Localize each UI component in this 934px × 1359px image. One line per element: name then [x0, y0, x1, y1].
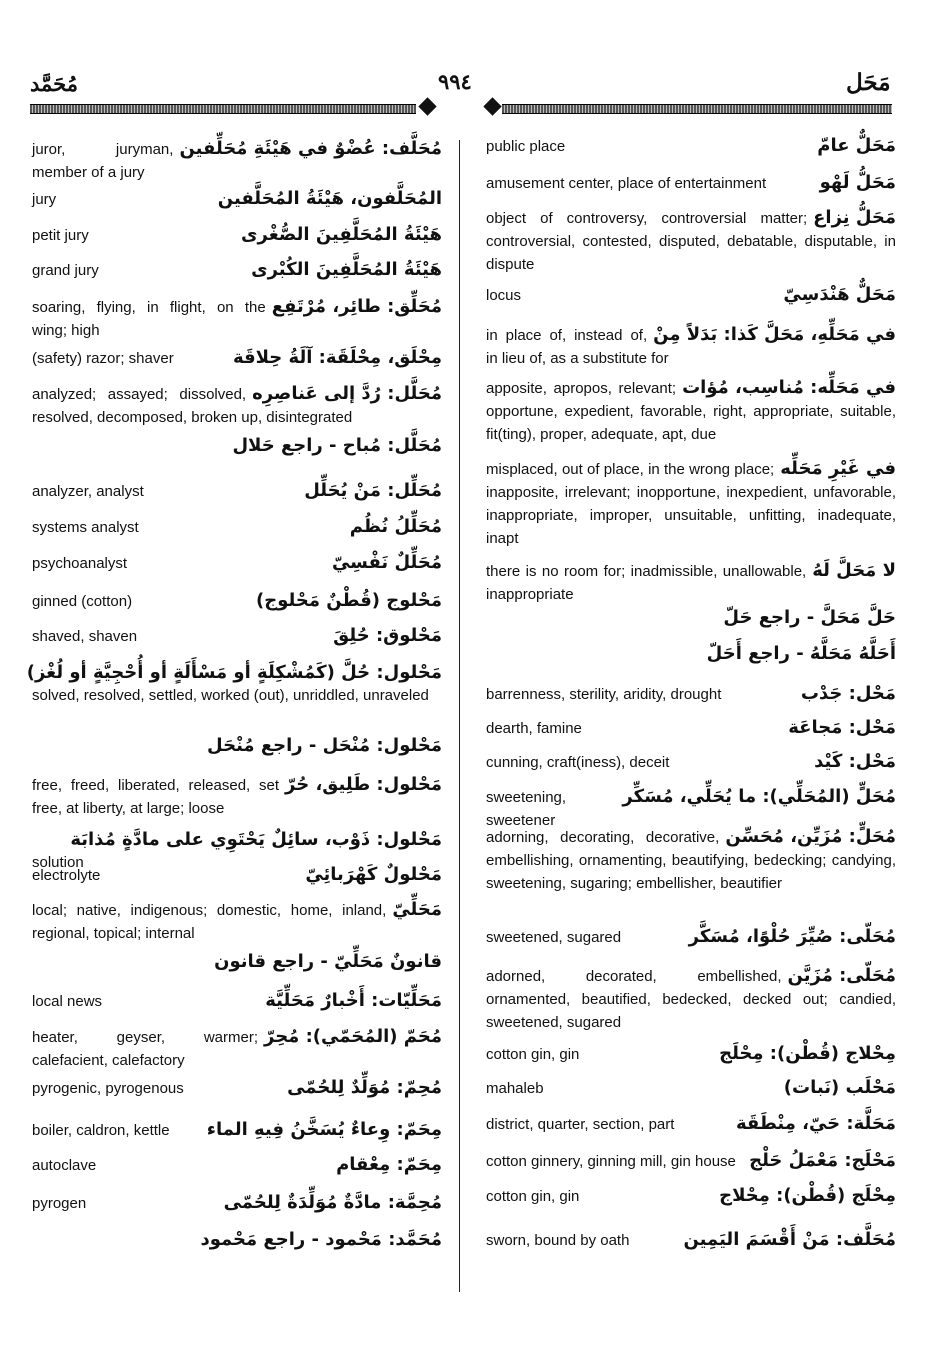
arabic-headword: مُحَلَّل: رُدَّ إلى عَناصِرِه	[252, 383, 442, 404]
english-definition: local; native, indigenous; domestic, home, inland, regional, topical; internal	[32, 902, 387, 942]
dictionary-entry	[32, 864, 442, 887]
english-definition: petit jury	[32, 227, 89, 244]
dictionary-entry	[486, 560, 896, 606]
arabic-headword: مَحْلول: مُنْحَل - راجع مُنْحَل	[207, 735, 442, 756]
arabic-headword: مَحَلٌّ عامّ	[817, 135, 896, 156]
english-definition: pyrogen	[32, 1195, 87, 1212]
arabic-headword: في مَحَلِّه: مُناسِب، مُؤات	[682, 377, 896, 398]
english-definition: free, freed, liberated, released, set free, at liberty, at large; loose	[32, 777, 280, 817]
arabic-headword: مُحَلّى: صُيِّرَ حُلْوًا، مُسَكَّر	[688, 926, 896, 947]
english-definition: juror, juryman, member of a jury	[32, 141, 174, 181]
arabic-headword: مَحَلٌّ هَنْدَسِيّ	[783, 284, 896, 305]
arabic-headword: أَحَلَّهُ مَحَلَّهُ - راجع أَحَلّ	[706, 643, 896, 664]
dictionary-entry	[32, 1154, 442, 1177]
dictionary-entry	[32, 516, 442, 539]
english-definition: there is no room for; inadmissible, unallowable, inappropriate	[486, 563, 807, 603]
english-definition: dearth, famine	[486, 720, 582, 737]
header-rule-right	[502, 104, 892, 114]
english-definition: amusement center, place of entertainment	[486, 175, 767, 192]
english-definition: mahaleb	[486, 1080, 544, 1097]
arabic-headword: حَلَّ مَحَلَّ - راجع حَلّ	[723, 607, 896, 628]
guide-word-right: مَحَل	[846, 70, 891, 95]
english-definition: jury	[32, 191, 57, 208]
dictionary-entry	[32, 1192, 442, 1215]
english-definition: locus	[486, 287, 522, 304]
dictionary-entry	[32, 1229, 442, 1251]
arabic-headword: مَحْلول: حُلَّ (كَمُشْكِلَةٍ أو مَسْأَلَةٍ أو أُحْجِيَّةٍ أو لُغْز)	[26, 662, 442, 683]
english-definition: psychoanalyst	[32, 555, 128, 572]
dictionary-entry	[486, 1150, 896, 1173]
guide-word-left: مُحَمَّد	[30, 72, 78, 96]
arabic-headword: مُحَمّ (المُحَمّي): مُحِرّ	[264, 1026, 442, 1047]
arabic-headword: مُحَلٍّ: مُزَيِّن، مُحَسِّن	[725, 826, 896, 847]
english-definition: autoclave	[32, 1157, 97, 1174]
arabic-headword: هَيْئَةُ المُحَلَّفِينَ الكُبْرى	[251, 259, 442, 280]
dictionary-entry	[32, 1119, 442, 1142]
arabic-headword: مُحَمَّد: مَحْمود - راجع مَحْمود	[200, 1229, 442, 1250]
dictionary-entry	[486, 683, 896, 706]
dictionary-entry	[32, 1026, 442, 1072]
english-definition: shaved, shaven	[32, 628, 138, 645]
arabic-headword: مِحْلَق، مِحْلَقَة: آلَةُ حِلاقَة	[232, 347, 442, 368]
dictionary-entry	[486, 607, 896, 629]
dictionary-entry	[32, 188, 442, 211]
dictionary-entry	[486, 751, 896, 774]
english-definition: sweetened, sugared	[486, 929, 622, 946]
arabic-headword: مِحَمّ: مِعْقام	[336, 1154, 442, 1175]
column-divider	[459, 140, 460, 1292]
dictionary-entry	[486, 377, 896, 446]
dictionary-entry	[32, 1077, 442, 1100]
english-definition: pyrogenic, pyrogenous	[32, 1080, 184, 1097]
arabic-headword: المُحَلَّفون، هَيْئَةُ المُحَلَّفين	[217, 188, 442, 209]
dictionary-entry	[32, 625, 442, 648]
arabic-headword: مُحِمّ: مُوَلِّدٌ لِلحُمّى	[287, 1077, 442, 1098]
arabic-headword: مِحْلَج (قُطْن): مِحْلاج	[719, 1185, 896, 1206]
dictionary-entry	[486, 926, 896, 949]
arabic-headword: مُحَلَّف: مَنْ أَقْسَمَ اليَمِين	[683, 1229, 896, 1250]
dictionary-entry	[32, 480, 442, 503]
arabic-headword: مَحَلِّيّات: أَخْبارٌ مَحَلِّيَّة	[265, 990, 442, 1011]
dictionary-entry	[32, 774, 442, 820]
english-definition: soaring, flying, in flight, on the wing; high	[32, 299, 266, 339]
arabic-headword: مَحْل: جَدْب	[800, 683, 896, 704]
page-number: ٩٩٤	[438, 70, 472, 94]
english-definition: cotton gin, gin	[486, 1046, 580, 1063]
english-definition: (safety) razor; shaver	[32, 350, 174, 367]
dictionary-entry	[32, 951, 442, 973]
dictionary-entry	[486, 1185, 896, 1208]
dictionary-entry	[32, 899, 442, 945]
arabic-headword: مِحْلاج (قُطْن): مِحْلَج	[719, 1043, 896, 1064]
arabic-headword: مَحَلَّة: حَيّ، مِنْطَقَة	[735, 1113, 896, 1134]
dictionary-entry	[486, 965, 896, 1034]
english-definition: barrenness, sterility, aridity, drought	[486, 686, 722, 703]
arabic-headword: مَحْل: كَيْد	[814, 751, 896, 772]
arabic-headword: مُحَلٍّ (المُحَلِّي): ما يُحَلِّي، مُسَكِّر	[622, 786, 896, 807]
dictionary-entry	[486, 172, 896, 195]
english-definition: in place of, instead of, in lieu of, as a substitute for	[486, 327, 669, 367]
arabic-headword: قانونٌ مَحَلِّيّ - راجع قانون	[214, 951, 442, 972]
dictionary-entry	[486, 826, 896, 895]
arabic-headword: مَحْلوق: حُلِقَ	[333, 625, 442, 646]
english-definition: adorning, decorating, decorative, embellishing, ornamenting, beautifying, bedecking; candying, sweetening, sugaring; embellisher, beautifier	[486, 829, 896, 892]
dictionary-entry	[32, 138, 442, 184]
dictionary-entry	[32, 383, 442, 429]
dictionary-entry	[486, 1077, 896, 1100]
dictionary-entry	[486, 1043, 896, 1066]
arabic-headword: مُحَلِّق: طائِر، مُرْتَفِع	[271, 296, 442, 317]
dictionary-entry	[32, 590, 442, 613]
english-definition: misplaced, out of place, in the wrong place; inapposite, irrelevant; inopportune, inexpedient, unfavorable, inappropriate, improper, unsuitable, unfitting, inadequate, inapt	[486, 461, 896, 547]
arabic-headword: مَحْلَب (نَبات)	[783, 1077, 896, 1098]
arabic-headword: مَحْلوج (قُطْنٌ مَحْلوج)	[256, 590, 442, 611]
arabic-headword: مُحَلَّل: مُباح - راجع حَلال	[232, 435, 442, 456]
arabic-headword: مُحَلّى: مُزَيَّن	[787, 965, 896, 986]
english-definition: solved, resolved, settled, worked (out), unriddled, unraveled	[32, 687, 429, 704]
dictionary-entry	[486, 284, 896, 307]
arabic-headword: مَحْلول: ذَوْب، سائِلٌ يَحْتَوِي على مادَّةٍ مُذابَة	[70, 829, 442, 850]
arabic-headword: مَحَلُّ لَهْو	[819, 172, 896, 193]
english-definition: cotton gin, gin	[486, 1188, 580, 1205]
header-rule-left	[30, 104, 416, 114]
arabic-headword: مُحَلِّل: مَنْ يُحَلِّل	[304, 480, 442, 501]
english-definition: electrolyte	[32, 867, 101, 884]
arabic-headword: مَحَلِّيّ	[392, 899, 442, 920]
arabic-headword: مُحَلَّف: عُضْوٌ في هَيْئَةِ مُحَلِّفين	[179, 138, 442, 159]
english-definition: cotton ginnery, ginning mill, gin house	[486, 1153, 736, 1170]
arabic-headword: مَحَلُّ نِزاع	[813, 207, 896, 228]
diamond-ornament-left	[418, 97, 436, 115]
english-definition: boiler, caldron, kettle	[32, 1122, 170, 1139]
dictionary-entry	[32, 552, 442, 575]
arabic-headword: مَحْل: مَجاعَة	[788, 717, 896, 738]
arabic-headword: لا مَحَلَّ لَهُ	[812, 560, 896, 581]
dictionary-entry	[32, 224, 442, 247]
arabic-headword: هَيْئَةُ المُحَلَّفِينَ الصُّغْرى	[241, 224, 442, 245]
arabic-headword: مِحَمّ: وِعاءٌ يُسَخَّنُ فِيهِ الماء	[206, 1119, 442, 1140]
english-definition: heater, geyser, warmer; calefacient, calefactory	[32, 1029, 259, 1069]
dictionary-entry	[32, 990, 442, 1013]
english-definition: local news	[32, 993, 103, 1010]
english-definition: object of controversy, controversial matter; controversial, contested, disputed, debatable, disputable, in dispute	[486, 210, 896, 273]
english-definition: analyzer, analyst	[32, 483, 144, 500]
dictionary-entry	[32, 347, 442, 370]
arabic-headword: في غَيْرِ مَحَلِّه	[780, 458, 896, 479]
diamond-ornament-right	[483, 97, 501, 115]
english-definition: apposite, apropos, relevant; opportune, expedient, favorable, right, appropriate, suitable, fit(ting), proper, adequate, apt, due	[486, 380, 896, 443]
dictionary-entry	[486, 717, 896, 740]
english-definition: analyzed; assayed; dissolved, resolved, decomposed, broken up, disintegrated	[32, 386, 353, 426]
english-definition: district, quarter, section, part	[486, 1116, 675, 1133]
english-definition: public place	[486, 138, 566, 155]
english-definition: adorned, decorated, embellished, ornamented, beautified, bedecked, decked out; candied, sweetened, sugared	[486, 968, 896, 1031]
dictionary-entry	[486, 324, 896, 370]
dictionary-entry	[32, 259, 442, 282]
dictionary-entry	[32, 435, 442, 457]
english-definition: solution	[32, 854, 84, 871]
arabic-headword: مَحْلَج: مَعْمَلُ حَلْج	[749, 1150, 896, 1171]
english-definition: grand jury	[32, 262, 99, 279]
english-definition: sworn, bound by oath	[486, 1232, 630, 1249]
dictionary-entry	[486, 643, 896, 665]
dictionary-entry	[26, 662, 442, 707]
arabic-headword: في مَحَلِّهِ، مَحَلَّ كَذا: بَدَلاً مِنْ	[653, 324, 896, 345]
arabic-headword: مُحِمَّة: مادَّةٌ مُوَلِّدَةٌ لِلحُمّى	[223, 1192, 442, 1213]
english-definition: cunning, craft(iness), deceit	[486, 754, 670, 771]
dictionary-entry	[486, 1229, 896, 1252]
arabic-headword: مَحْلولٌ كَهْرَبائِيّ	[305, 864, 442, 885]
dictionary-entry	[32, 735, 442, 757]
arabic-headword: مَحْلول: طَلِيق، حُرّ	[285, 774, 442, 795]
arabic-headword: مُحَلِّلٌ نَفْسِيّ	[331, 552, 442, 573]
english-definition: systems analyst	[32, 519, 139, 536]
english-definition: sweetening, sweetener	[486, 789, 567, 829]
dictionary-entry	[486, 135, 896, 158]
dictionary-entry	[32, 296, 442, 342]
dictionary-entry	[486, 458, 896, 550]
english-definition: ginned (cotton)	[32, 593, 133, 610]
dictionary-entry	[486, 207, 896, 276]
dictionary-entry	[486, 1113, 896, 1136]
arabic-headword: مُحَلِّلُ نُظُم	[349, 516, 442, 537]
